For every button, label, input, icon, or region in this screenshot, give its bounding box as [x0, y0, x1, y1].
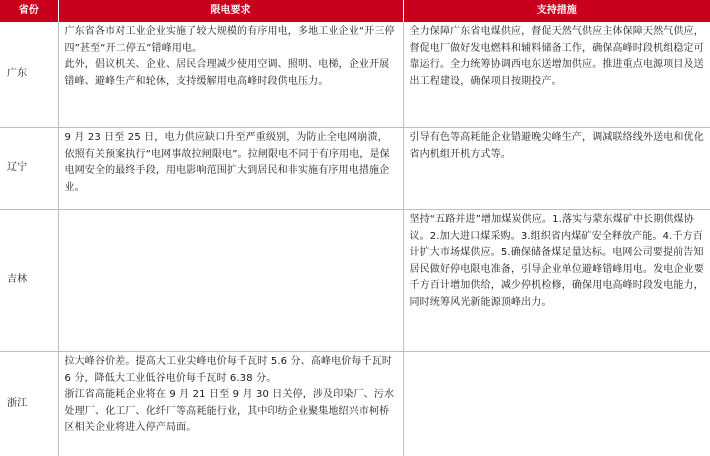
- restriction-cell: [58, 352, 403, 456]
- measures-cell: [403, 22, 710, 128]
- measures-cell: [403, 210, 710, 352]
- restriction-text: 9 月 23 日至 25 日，电力供应缺口升至严重级别，为防止全电网崩溃，依照有关预案执行“电网事故拉闸限电”。拉闸限电不同于有序用电，是保电网安全的最终手段，用电影响范围扩大到居民和非实施有序用电措施企业。: [65, 130, 398, 196]
- measures-text: 引导有色等高耗能企业错避晚尖峰生产，调减联络线外送电和优化省内机组开机方式等。: [410, 130, 706, 163]
- header-row: [0, 0, 710, 22]
- measures-text: 全力保障广东省电煤供应，督促天然气供应主体保障天然气供应，督促电厂做好发电燃料和辅料储备工作，确保高峰时段机组稳定可靠运行。全力统筹协调西电东送增加供应。推进重点电源项目及送出工程建设，确保项目按期投产。: [410, 24, 706, 90]
- restriction-text: 拉大峰谷价差。提高大工业尖峰电价每千瓦时 5.6 分、高峰电价每千瓦时 6 分，降低大工业低谷电价每千瓦时 6.38 分。: [65, 354, 398, 387]
- restriction-cell: [58, 210, 403, 352]
- restriction-text: 此外，倡议机关、企业、居民合理减少使用空调、照明、电梯，企业开展错峰、避峰生产和轮休，支持缓解用电高峰时段供电压力。: [65, 57, 398, 90]
- table-row: [0, 210, 710, 352]
- restriction-cell: [58, 128, 403, 210]
- province-cell: 吉林: [0, 210, 58, 352]
- table-row: [0, 22, 710, 128]
- header-province: 省份: [0, 0, 58, 22]
- table-row: [0, 352, 710, 456]
- measures-cell: [403, 352, 710, 456]
- measures-text: 坚持“五路并进”增加煤炭供应。1.落实与蒙东煤矿中长期供煤协议。2.加大进口煤采购。3.组织省内煤矿安全释放产能。4.千方百计扩大市场煤供应。5.确保储备煤足量达标。电网公司要提前告知居民做好停电限电准备，引导企业单位避峰错峰用电。发电企业要千方百计增加供给，减少停机检修，确保用电高峰时段发电能力，同时统筹风光新能源顶峰出力。: [410, 212, 706, 312]
- province-cell: 广东: [0, 22, 58, 128]
- province-cell: 辽宁: [0, 128, 58, 210]
- header-measures: 支持措施: [403, 0, 710, 22]
- restriction-cell: [58, 22, 403, 128]
- province-cell: 浙江: [0, 352, 58, 456]
- restriction-text: 广东省各市对工业企业实施了较大规模的有序用电，多地工业企业“开三停四”甚至“开二停五”错峰用电。: [65, 24, 398, 57]
- header-restriction: 限电要求: [58, 0, 403, 22]
- table-row: [0, 128, 710, 210]
- restriction-text: 浙江省高能耗企业将在 9 月 21 日至 9 月 30 日关停，涉及印染厂、污水处理厂、化工厂、化纤厂等高耗能行业，其中印纺企业聚集地绍兴市柯桥区相关企业将进入停产局面。: [65, 387, 398, 437]
- measures-cell: [403, 128, 710, 210]
